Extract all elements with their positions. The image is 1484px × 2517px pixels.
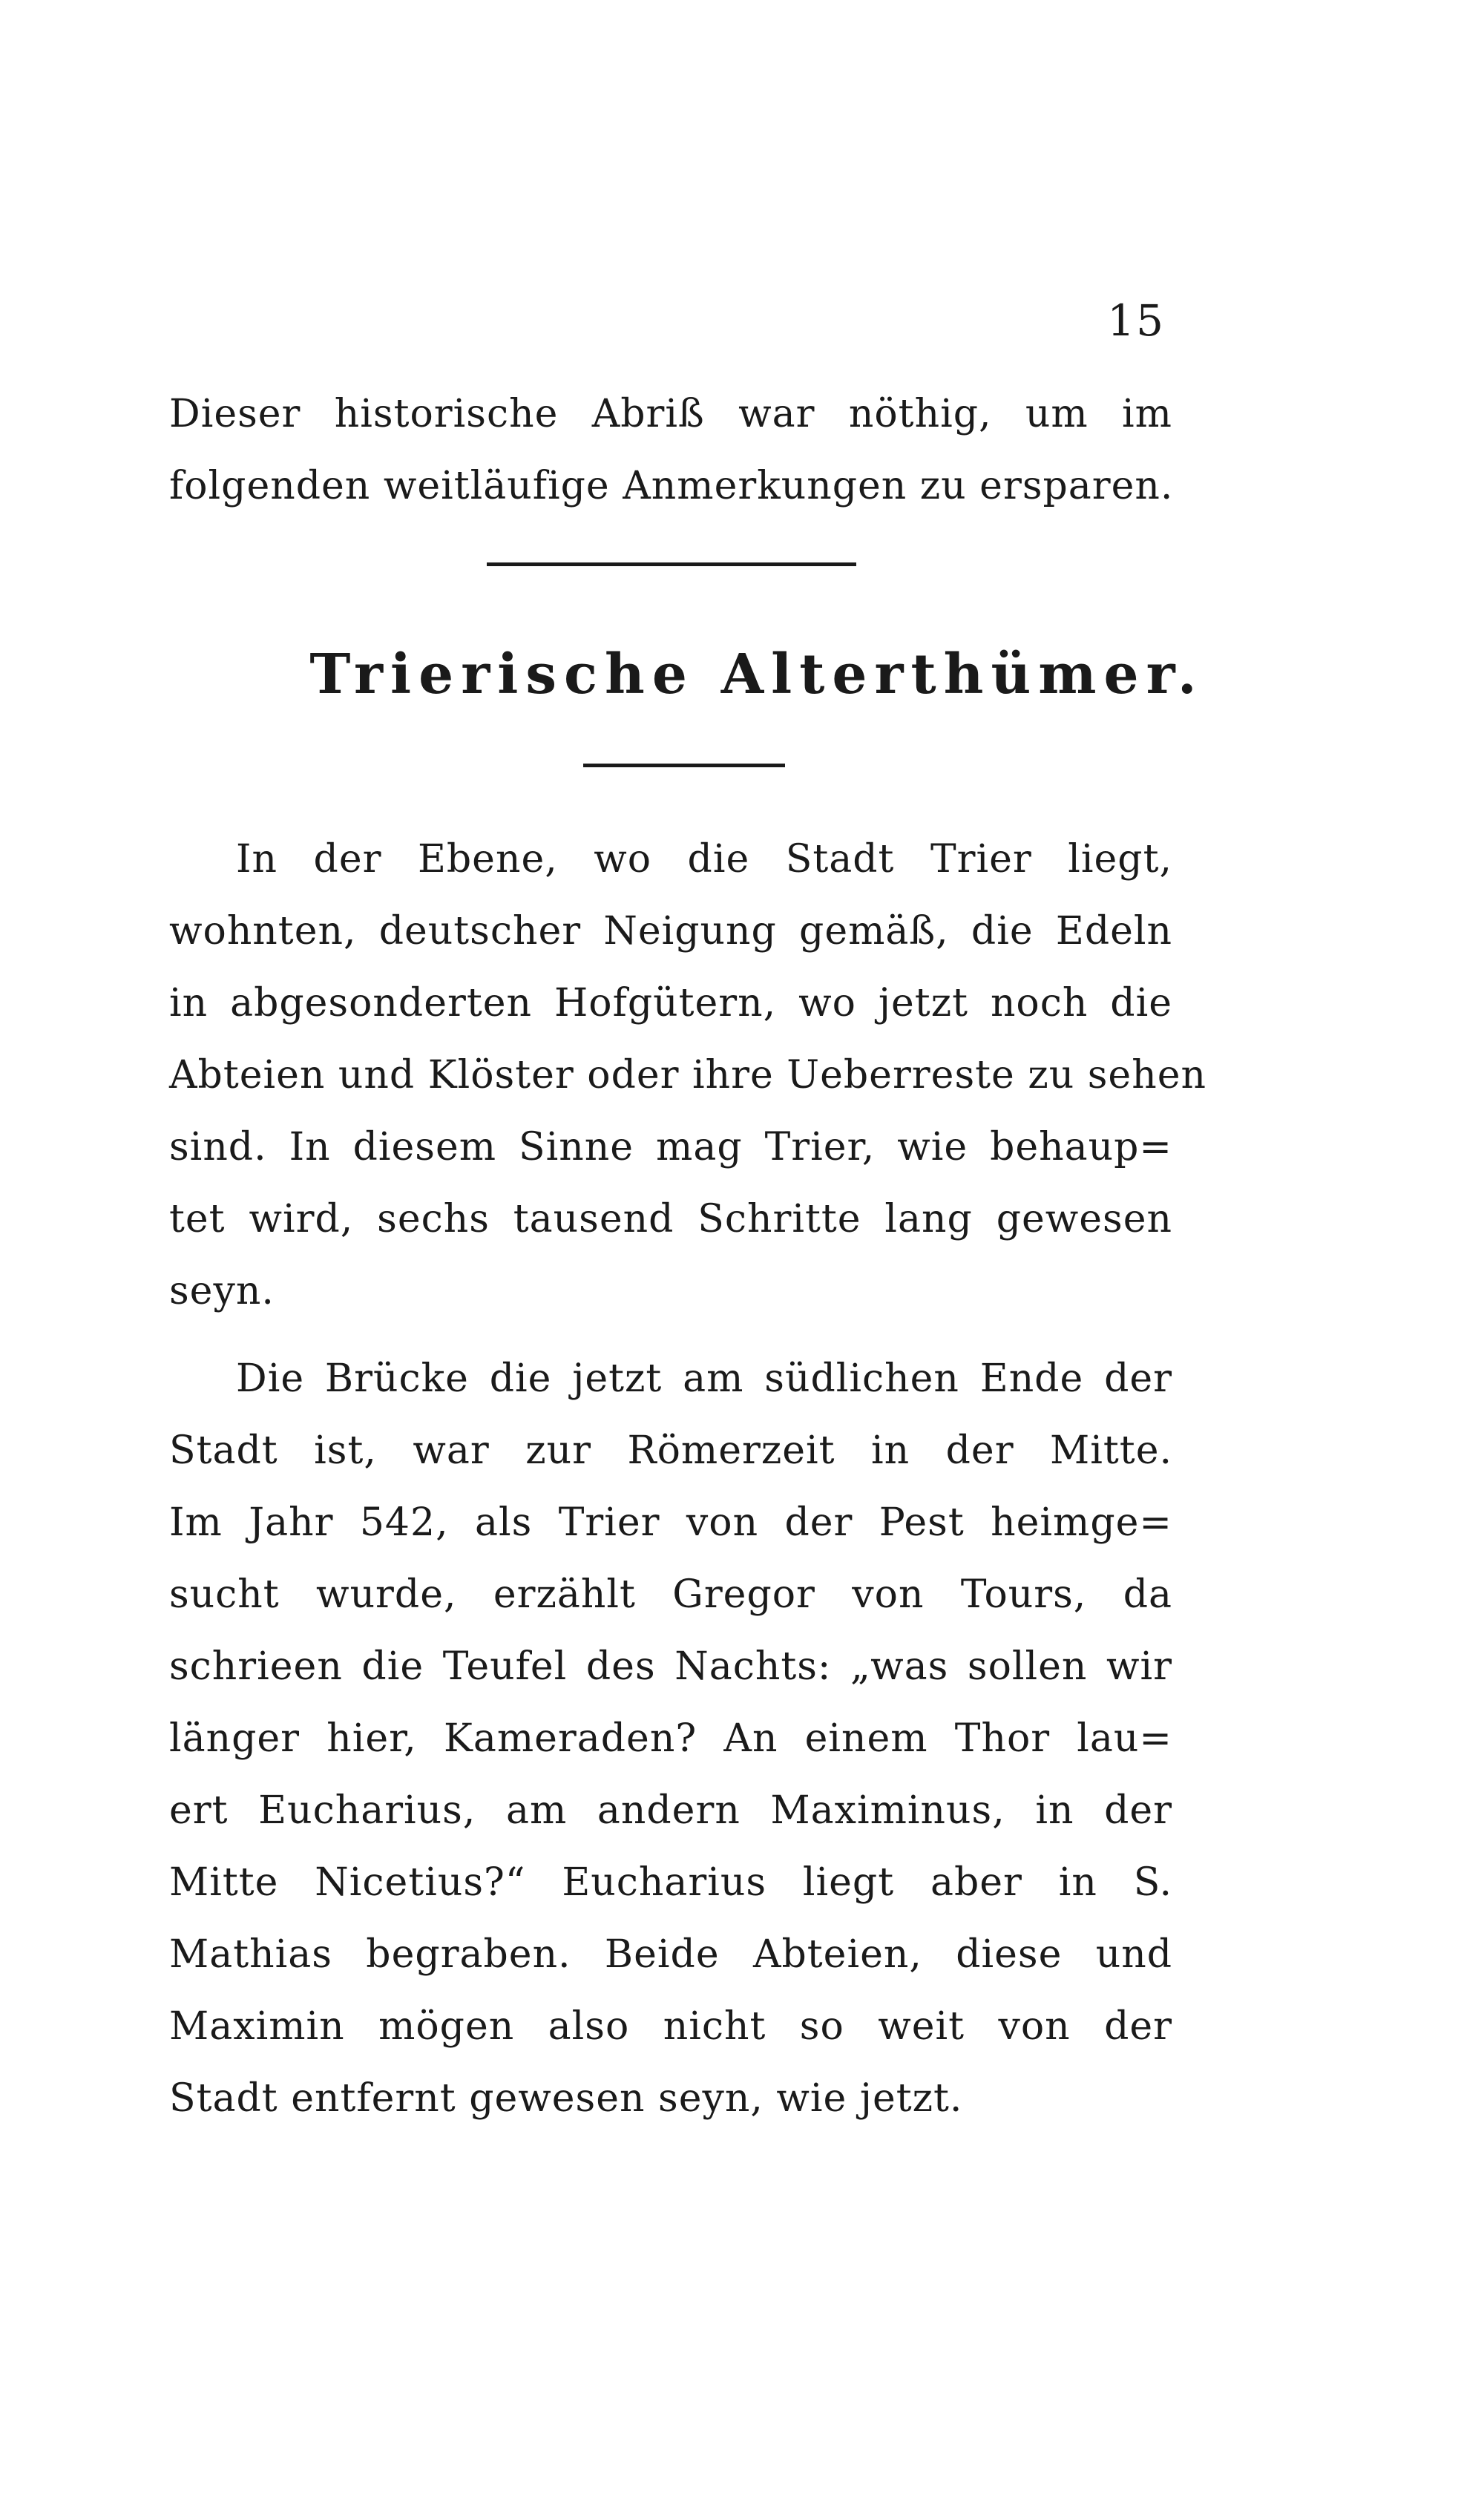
text-line: sind. In diesem Sinne mag Trier, wie behaup= [169,1125,1172,1169]
text-line: Mitte Nicetius?“ Eucharius liegt aber in S. [169,1860,1172,1905]
text-line: sucht wurde, erzählt Gregor von Tours, da [169,1572,1172,1617]
text-line: länger hier, Kameraden? An einem Thor lau= [169,1716,1172,1761]
text-line: folgenden weitläufige Anmerkungen zu ersparen. [169,464,1174,508]
text-line: schrieen die Teufel des Nachts: „was sollen wir [169,1644,1172,1689]
section-divider-top [487,562,856,566]
text-line: Stadt ist, war zur Römerzeit in der Mitte. [169,1428,1172,1473]
text-line: Die Brücke die jetzt am südlichen Ende der [236,1356,1172,1401]
text-line: ert Eucharius, am andern Maximinus, in der [169,1788,1172,1833]
section-divider-bottom [583,764,785,767]
text-line: Dieser historische Abriß war nöthig, um im [169,392,1172,436]
intro-paragraph [169,378,1172,522]
text-line: seyn. [169,1269,275,1313]
text-line: wohnten, deutscher Neigung gemäß, die Edeln [169,909,1172,954]
paragraph-2 [169,1343,1172,2135]
text-line: In der Ebene, wo die Stadt Trier liegt, [236,837,1172,882]
page-number: 15 [1107,295,1165,346]
text-line: in abgesonderten Hofgütern, wo jetzt noch die [169,981,1172,1025]
text-line: Maximin mögen also nicht so weit von der [169,2004,1172,2049]
text-line: Stadt entfernt gewesen seyn, wie jetzt. [169,2076,963,2121]
text-line: tet wird, sechs tausend Schritte lang gewesen [169,1197,1172,1241]
text-line: Im Jahr 542, als Trier von der Pest heimge= [169,1500,1172,1545]
text-line: Abteien und Klöster oder ihre Ueberreste zu sehen [169,1053,1206,1097]
text-line: Mathias begraben. Beide Abteien, diese und [169,1932,1172,1977]
section-heading: Trierische Alterthümer. [309,643,1204,706]
paragraph-1 [169,824,1206,1328]
